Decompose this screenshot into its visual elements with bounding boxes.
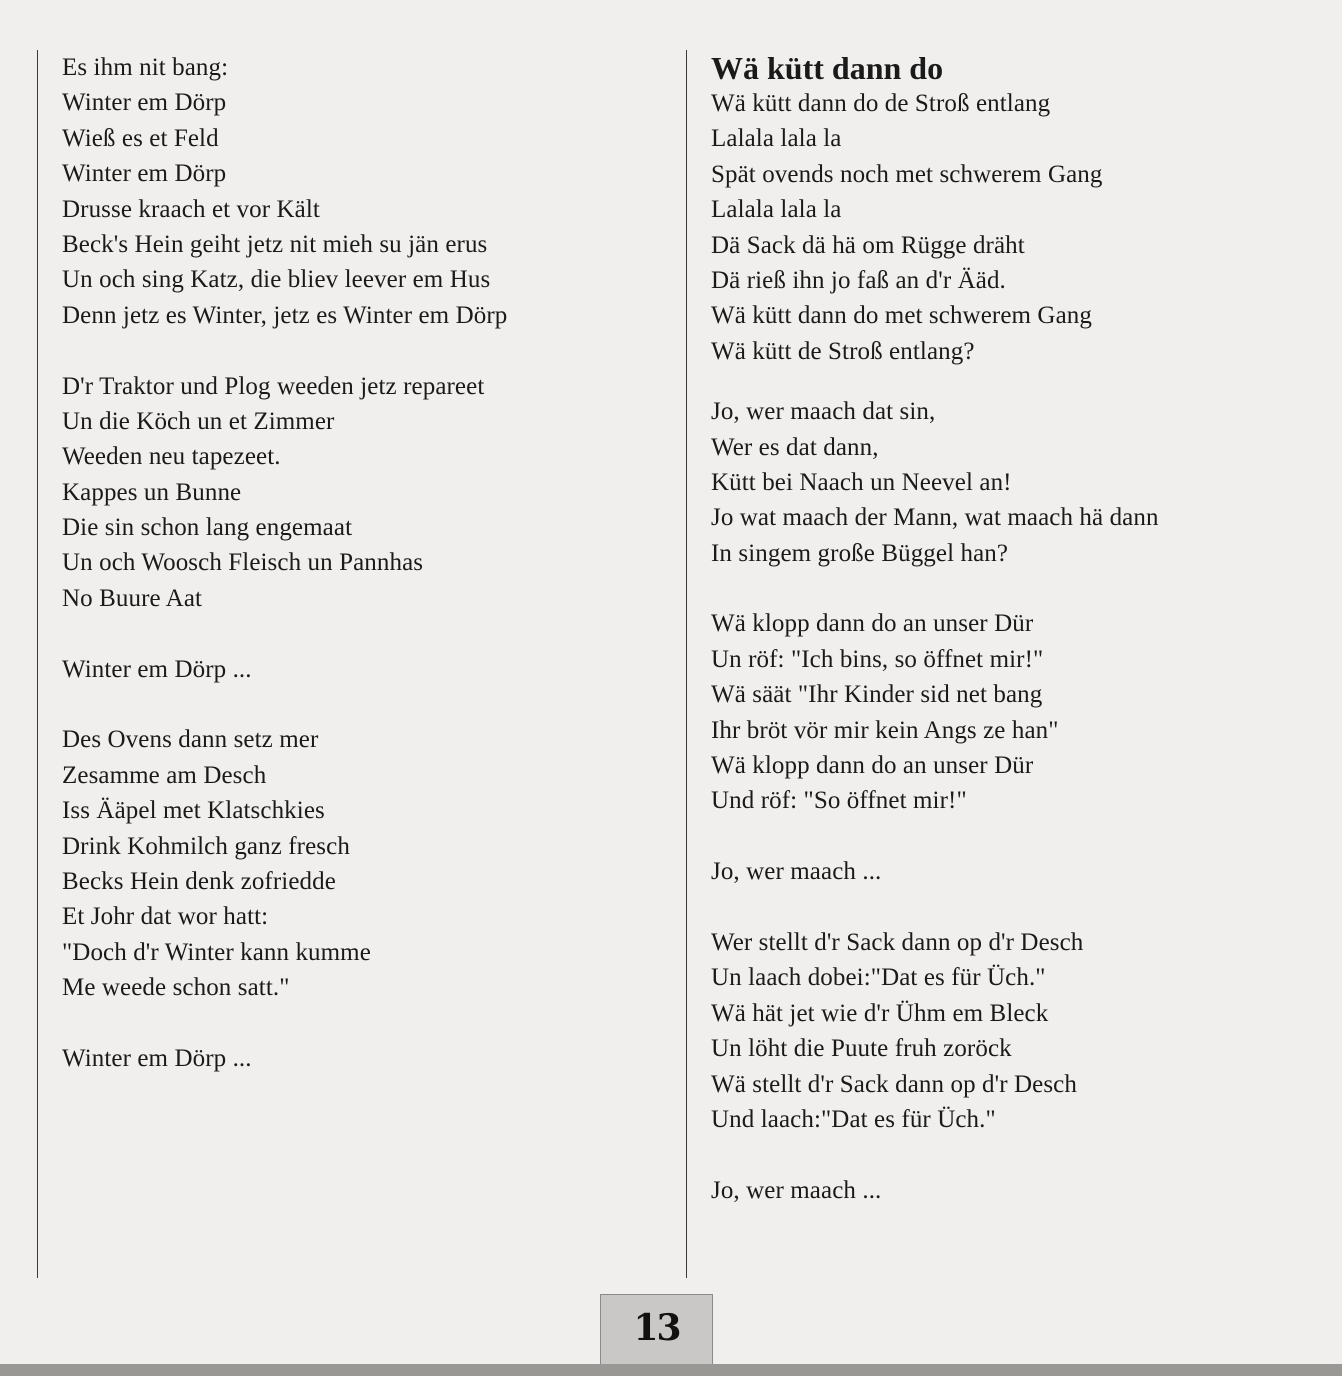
- lyric-line: Dä rieß ihn jo faß an d'r Ääd.: [711, 266, 1006, 294]
- stanza-gap: [711, 819, 1311, 854]
- left-refrain-1: Winter em Dörp ...: [62, 655, 252, 683]
- stanza-gap: [711, 890, 1311, 925]
- lyric-line: Jo wat maach der Mann, wat maach hä dann: [711, 504, 1159, 532]
- lyric-line: Ihr bröt vör mir kein Angs ze han": [711, 716, 1059, 744]
- lyric-line: Et Johr dat wor hatt:: [62, 903, 269, 931]
- right-stanza-4: [711, 925, 1311, 1137]
- lyric-line: Wä kütt de Stroß entlang?: [711, 337, 975, 365]
- lyric-line: Iss Ääpel met Klatschkies: [62, 797, 325, 825]
- left-refrain-2: Winter em Dörp ...: [62, 1044, 252, 1072]
- lyric-line: Wä klopp dann do an unser Dür: [711, 752, 1034, 780]
- lyric-line: Spät ovends noch met schwerem Gang: [711, 160, 1103, 188]
- lyric-line: Un röf: "Ich bins, so öffnet mir!": [711, 645, 1044, 673]
- right-column-lyrics: [711, 50, 1311, 1208]
- stanza-gap: [62, 333, 662, 368]
- left-stanza-3: [62, 722, 662, 1005]
- lyric-line: Lalala lala la: [711, 125, 842, 153]
- left-margin-rule: [37, 50, 38, 1278]
- lyric-line: Winter em Dörp: [62, 160, 227, 188]
- lyric-line: Un och sing Katz, die bliev leever em Hus: [62, 266, 491, 294]
- lyric-line: D'r Traktor und Plog weeden jetz repareet: [62, 372, 485, 400]
- lyric-line: Lalala lala la: [711, 196, 842, 224]
- lyric-line: Kütt bei Naach un Neevel an!: [711, 468, 1012, 496]
- lyric-line: Wä hät jet wie d'r Ühm em Bleck: [711, 999, 1049, 1027]
- lyric-line: Kappes un Bunne: [62, 478, 242, 506]
- lyric-line: Winter em Dörp: [62, 89, 227, 117]
- stanza-gap: [711, 571, 1311, 606]
- lyric-line: Und röf: "So öffnet mir!": [711, 787, 967, 815]
- right-refrain-2: Jo, wer maach ...: [711, 1176, 882, 1204]
- column-divider-rule: [686, 50, 687, 1278]
- lyric-line: No Buure Aat: [62, 584, 203, 612]
- right-stanza-3: [711, 606, 1311, 818]
- lyric-line: Es ihm nit bang:: [62, 54, 229, 81]
- lyric-line: Wä klopp dann do an unser Dür: [711, 610, 1034, 638]
- lyric-line: Drink Kohmilch ganz fresch: [62, 832, 350, 860]
- lyric-line: Un och Woosch Fleisch un Pannhas: [62, 549, 424, 577]
- page-number: 13: [633, 1307, 680, 1349]
- lyric-line: Me weede schon satt.": [62, 974, 290, 1002]
- right-stanza-2: [711, 394, 1311, 571]
- right-stanza-1: [711, 86, 1311, 369]
- lyric-line: Un löht die Puute fruh zoröck: [711, 1035, 1012, 1063]
- lyric-line: In singem große Büggel han?: [711, 539, 1009, 567]
- stanza-gap: [711, 1137, 1311, 1172]
- right-refrain-1: Jo, wer maach ...: [711, 858, 882, 886]
- lyric-line: Wä kütt dann do de Stroß entlang: [711, 90, 1051, 117]
- lyric-line: Jo, wer maach dat sin,: [711, 398, 936, 426]
- lyric-line: Wä säät "Ihr Kinder sid net bang: [711, 681, 1043, 709]
- lyric-line: Denn jetz es Winter, jetz es Winter em Dörp: [62, 301, 508, 329]
- stanza-gap: [711, 369, 1311, 394]
- lyric-line: Drusse kraach et vor Kält: [62, 195, 320, 223]
- stanza-gap: [62, 616, 662, 651]
- lyric-line: Wä stellt d'r Sack dann op d'r Desch: [711, 1070, 1077, 1098]
- lyric-line: Wer es dat dann,: [711, 433, 879, 461]
- lyric-line: Becks Hein denk zofriedde: [62, 867, 336, 895]
- lyric-line: Zesamme am Desch: [62, 761, 267, 789]
- lyric-line: Des Ovens dann setz mer: [62, 726, 319, 754]
- lyric-line: Die sin schon lang engemaat: [62, 514, 353, 542]
- lyric-line: Weeden neu tapezeet.: [62, 443, 281, 471]
- lyric-line: Wieß es et Feld: [62, 124, 219, 152]
- stanza-gap: [62, 1006, 662, 1041]
- lyric-line: Und laach:"Dat es für Üch.": [711, 1105, 996, 1133]
- left-stanza-2: [62, 369, 662, 617]
- song-title: Wä kütt dann do: [711, 50, 944, 86]
- lyric-line: Wä kütt dann do met schwerem Gang: [711, 302, 1092, 330]
- lyric-line: Beck's Hein geiht jetz nit mieh su jän erus: [62, 230, 488, 258]
- left-column-lyrics: [62, 50, 662, 1076]
- stanza-gap: [62, 687, 662, 722]
- lyric-line: Dä Sack dä hä om Rügge dräht: [711, 231, 1025, 259]
- lyric-line: Wer stellt d'r Sack dann op d'r Desch: [711, 928, 1084, 956]
- left-stanza-1: [62, 50, 662, 333]
- bottom-edge-band: [0, 1364, 1342, 1376]
- lyric-line: "Doch d'r Winter kann kumme: [62, 938, 371, 966]
- lyric-line: Un die Köch un et Zimmer: [62, 407, 335, 435]
- lyric-line: Un laach dobei:"Dat es für Üch.": [711, 964, 1046, 992]
